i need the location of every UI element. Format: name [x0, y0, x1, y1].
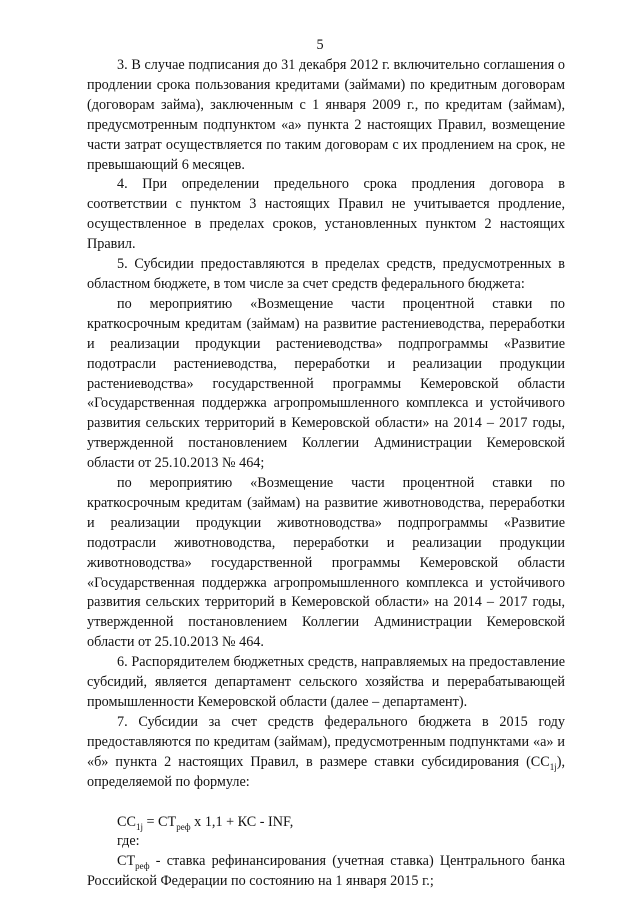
paragraph-4: 4. При определении предельного срока продления договора в соответствии с пунктом 3 настоящих Правил не учитывается продление, осуществленное в пределах сроков, установленных пунктом 2 настоящих Правил. [87, 176, 565, 253]
document-body [87, 56, 565, 892]
formula-lhs-sub: 1j [135, 821, 143, 832]
paragraph-7-tail-close: ), определяемой по формуле: [87, 753, 566, 790]
page-number: 5 [316, 37, 324, 53]
paragraph-5-item-1: по мероприятию «Возмещение части процентной ставки по краткосрочным кредитам (займам) на развитие растениеводства, переработки и реализации продукции растениеводства» подпрограммы «Развитие подотрасли растениеводства, переработки и реализации продукции растениеводства» государственной программы Кемеровской области «Государственная поддержка агропромышленного комплекса и устойчивого развития сельских территорий в Кемеровской области» на 2014 – 2017 годы, утвержденной постановлением Коллегии Администрации Кемеровской области от 25.10.2013 № 464; [87, 295, 565, 472]
paragraph-6: 6. Распорядителем бюджетных средств, направляемых на предоставление субсидий, является департамент сельского хозяйства и перерабатывающей промышленности Кемеровской области (далее – департамент). [87, 654, 565, 710]
definition-term-sub: реф [135, 861, 150, 872]
paragraph-5-item-2: по мероприятию «Возмещение части процентной ставки по краткосрочным кредитам (займам) на развитие животноводства, переработки и реализации продукции животноводства» подпрограммы «Развитие подотрасли животноводства, переработки и реализации продукции животноводства» государственной программы Кемеровской области «Государственная поддержка агропромышленного комплекса и устойчивого развития сельских территорий в Кемеровской области» на 2014 – 2017 годы, утвержденной постановлением Коллегии Администрации Кемеровской области от 25.10.2013 № 464. [87, 475, 565, 651]
paragraph-7-tail-sub: 1j [549, 761, 557, 772]
formula [87, 813, 565, 833]
where-label: где: [117, 833, 140, 850]
formula-eq: = СТ [142, 813, 177, 830]
definition-text: - ставка рефинансирования (учетная ставка) Центрального банка Российской Федерации по состоянию на 1 января 2015 г.; [87, 853, 565, 890]
definition-term: СТ [117, 853, 136, 870]
paragraph-7-tail-open: (СС [526, 753, 550, 770]
definition [87, 852, 565, 892]
paragraph-7 [87, 713, 565, 793]
spacer [87, 793, 565, 813]
paragraph-5: 5. Субсидии предоставляются в пределах средств, предусмотренных в областном бюджете, в том числе за счет средств федерального бюджета: [87, 256, 565, 292]
formula-lhs: СС [117, 813, 136, 830]
paragraph-3: 3. В случае подписания до 31 декабря 2012 г. включительно соглашения о продлении срока пользования кредитами (займами) по кредитным договорам (договорам займа), заключенным с 1 января 2009 г., по кредитам (займам), предусмотренным подпунктом «а» пункта 2 настоящих Правил, возмещение части затрат осуществляется по таким договорам с их продлением на срок, не превышающий 6 месяцев. [87, 57, 565, 173]
formula-rest: х 1,1 + КС - INF, [190, 813, 294, 830]
paragraph-7-text: 7. Субсидии за счет средств федерального бюджета в 2015 году предоставляются по кредитам (займам), предусмотренным подпунктами «а» и «б» пункта 2 настоящих Правил, в размере ставки субсидирования [87, 713, 565, 770]
formula-ref-sub: реф [176, 821, 191, 832]
